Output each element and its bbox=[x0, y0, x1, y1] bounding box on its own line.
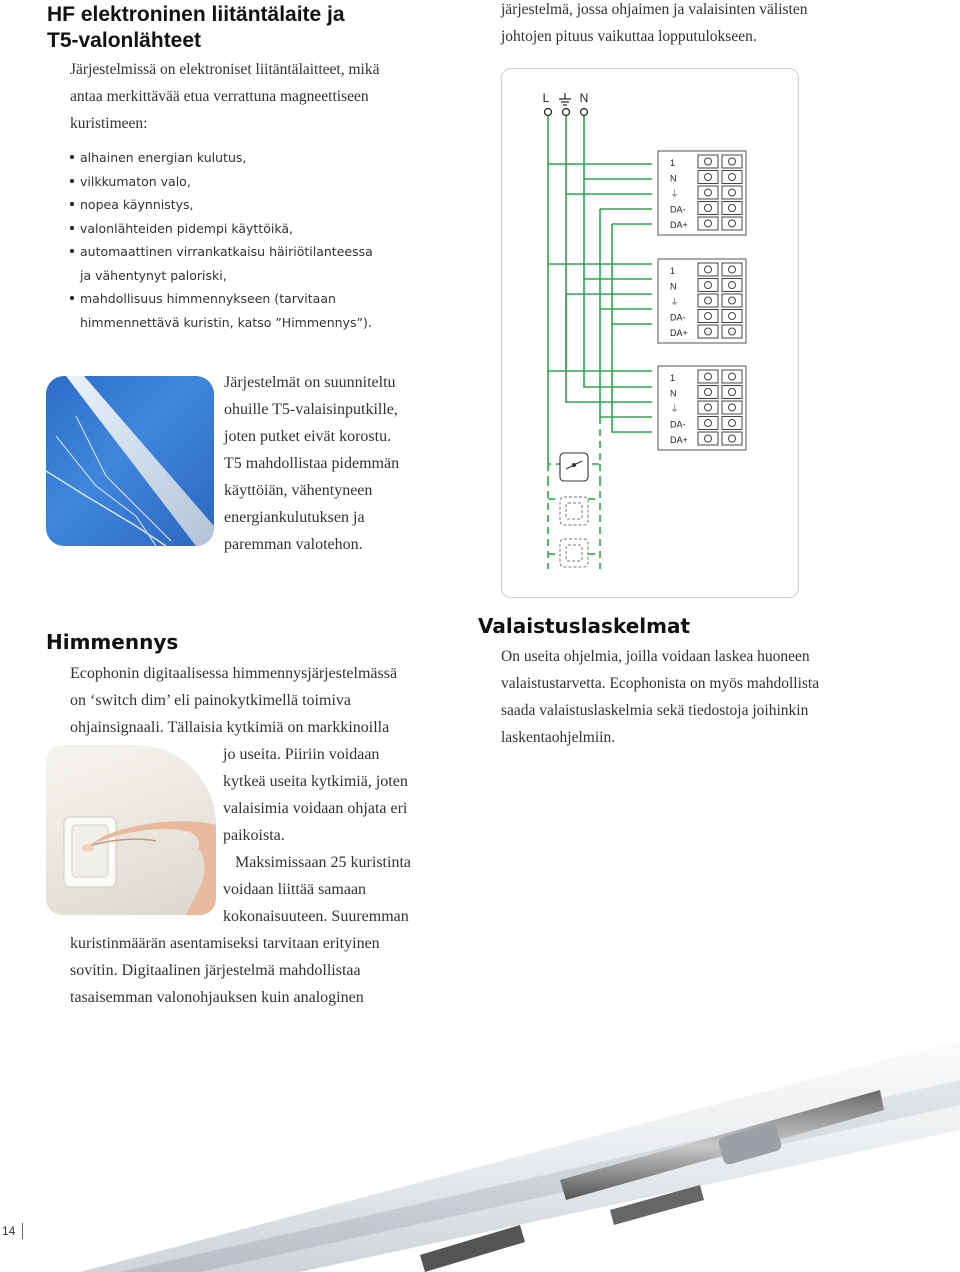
heading-line-1: HF elektroninen liitäntälaite ja bbox=[47, 3, 345, 26]
terminal-block-2 bbox=[658, 259, 746, 343]
list-item: nopea käynnistys, bbox=[70, 193, 440, 217]
terminal-label: ⏚ bbox=[670, 297, 680, 307]
terminal-screw bbox=[729, 313, 736, 320]
terminal-screw bbox=[729, 174, 736, 181]
terminal-screw bbox=[729, 282, 736, 289]
himmennys-line: voidaan liittää samaan bbox=[223, 881, 367, 898]
terminal-screw bbox=[705, 435, 712, 442]
valaistus-line: laskentaohjelmiin. bbox=[501, 729, 616, 746]
heading-line-2: T5-valonlähteet bbox=[47, 29, 202, 52]
himmennys-paragraph-bottom bbox=[70, 930, 380, 1011]
valaistus-line: On useita ohjelmia, joilla voidaan laskea huoneen bbox=[501, 648, 810, 665]
t5-line: joten putket eivät korostu. bbox=[224, 428, 392, 445]
himmennys-line: Maksimissaan 25 kuristinta bbox=[223, 854, 411, 871]
dimmer-switch-photo bbox=[46, 745, 216, 915]
t5-tube-image bbox=[46, 376, 214, 546]
luminaire-photo bbox=[0, 1010, 960, 1272]
terminal-pe bbox=[563, 109, 570, 116]
terminal-label: DA+ bbox=[670, 328, 688, 338]
terminal-l bbox=[545, 109, 552, 116]
terminal-n bbox=[581, 109, 588, 116]
terminal-label: DA- bbox=[670, 204, 686, 215]
terminal-label: DA- bbox=[670, 312, 686, 323]
terminal-screw bbox=[705, 205, 712, 212]
terminal-screw bbox=[729, 205, 736, 212]
intro-line: kuristimeen: bbox=[70, 115, 148, 132]
list-item: mahdollisuus himmennykseen (tarvitaan himmennettävä kuristin, katso ”Himmennys”). bbox=[70, 287, 420, 334]
himmennys-line: valaisimia voidaan ohjata eri bbox=[223, 800, 408, 817]
intro-line: antaa merkittävää etua verrattuna magneettiseen bbox=[70, 88, 369, 105]
terminal-screw bbox=[729, 266, 736, 273]
terminal-screw bbox=[705, 174, 712, 181]
himmennys-line: kokonaisuuteen. Suuremman bbox=[223, 908, 409, 925]
wiring-diagram bbox=[501, 68, 799, 598]
himmennys-line: Ecophonin digitaalisessa himmennysjärjestelmässä bbox=[70, 665, 398, 682]
terminal-screw bbox=[729, 158, 736, 165]
terminal-label: DA- bbox=[670, 419, 686, 430]
terminal-screw bbox=[729, 420, 736, 427]
terminal-screw bbox=[705, 266, 712, 273]
list-item: valonlähteiden pidempi käyttöikä, bbox=[70, 217, 440, 241]
terminal-screw bbox=[705, 389, 712, 396]
dim-switch-1 bbox=[560, 453, 588, 481]
list-item: automaattinen virrankatkaisu häiriötilanteessa ja vähentynyt paloriski, bbox=[70, 240, 380, 287]
luminaire-image bbox=[0, 1010, 960, 1272]
terminal-screw bbox=[705, 297, 712, 304]
supply-label-l: L bbox=[542, 91, 550, 105]
green-wires bbox=[548, 116, 652, 464]
terminal-screw bbox=[705, 282, 712, 289]
valaistus-line: saada valaistuslaskelmia sekä tiedostoja joihinkin bbox=[501, 702, 809, 719]
valaistus-heading: Valaistuslaskelmat bbox=[478, 614, 691, 638]
terminal-screw bbox=[729, 389, 736, 396]
terminal-label: 1 bbox=[670, 158, 676, 168]
terminal-screw bbox=[705, 158, 712, 165]
terminal-screw bbox=[729, 297, 736, 304]
terminal-screw bbox=[705, 220, 712, 227]
himmennys-line: sovitin. Digitaalinen järjestelmä mahdollistaa bbox=[70, 962, 361, 979]
t5-line: paremman valotehon. bbox=[224, 536, 363, 553]
dim-switch-2 bbox=[560, 497, 588, 525]
terminal-screw bbox=[705, 313, 712, 320]
terminal-screw bbox=[729, 328, 736, 335]
intro-line: Järjestelmissä on elektroniset liitäntälaitteet, mikä bbox=[70, 61, 380, 78]
himmennys-heading: Himmennys bbox=[46, 630, 179, 654]
himmennys-line: tasaisemman valonohjauksen kuin analoginen bbox=[70, 989, 364, 1006]
terminal-screw bbox=[729, 404, 736, 411]
himmennys-line: ohjainsignaali. Tällaisia kytkimiä on markkinoilla bbox=[70, 719, 390, 736]
footer-divider bbox=[22, 1223, 23, 1239]
dimmer-switch-image bbox=[46, 745, 216, 915]
terminal-label: N bbox=[670, 281, 677, 292]
intro-paragraph bbox=[70, 56, 379, 137]
terminal-screw bbox=[705, 420, 712, 427]
list-item: alhainen energian kulutus, bbox=[70, 146, 440, 170]
terminal-screw bbox=[729, 189, 736, 196]
terminal-label: ⏚ bbox=[670, 404, 680, 414]
continued-line: järjestelmä, jossa ohjaimen ja valaisinten välisten bbox=[501, 1, 808, 18]
continued-paragraph bbox=[501, 0, 807, 50]
terminal-screw bbox=[705, 404, 712, 411]
valaistus-line: valaistustarvetta. Ecophonista on myös mahdollista bbox=[501, 675, 820, 692]
t5-line: energiankulutuksen ja bbox=[224, 509, 365, 526]
t5-paragraph bbox=[224, 369, 399, 558]
list-item: vilkkumaton valo, bbox=[70, 170, 440, 194]
terminal-screw bbox=[705, 373, 712, 380]
wiring-diagram-svg bbox=[502, 69, 798, 597]
himmennys-line: paikoista. bbox=[223, 827, 285, 844]
t5-line: T5 mahdollistaa pidemmän bbox=[224, 455, 400, 472]
terminal-screw bbox=[705, 189, 712, 196]
supply-label-n: N bbox=[579, 91, 589, 105]
t5-tube-photo bbox=[46, 376, 214, 546]
dim-switch-3 bbox=[560, 539, 588, 567]
terminal-label: DA+ bbox=[670, 220, 688, 230]
terminal-screw bbox=[729, 435, 736, 442]
himmennys-line: on ‘switch dim’ eli painokytkimellä toimiva bbox=[70, 692, 351, 709]
t5-line: käyttöiän, vähentyneen bbox=[224, 482, 373, 499]
valaistus-paragraph bbox=[501, 643, 819, 751]
terminal-label: 1 bbox=[670, 266, 676, 276]
section-heading bbox=[47, 2, 345, 54]
terminal-block-1 bbox=[658, 151, 746, 235]
continued-line: johtojen pituus vaikuttaa lopputulokseen. bbox=[501, 28, 757, 45]
terminal-label: ⏚ bbox=[670, 189, 680, 199]
himmennys-line: kytkeä useita kytkimiä, joten bbox=[223, 773, 408, 790]
terminal-screw bbox=[729, 373, 736, 380]
himmennys-paragraph-indented bbox=[223, 741, 411, 930]
terminal-label: 1 bbox=[670, 373, 676, 383]
himmennys-line: kuristinmäärän asentamiseksi tarvitaan erityinen bbox=[70, 935, 380, 952]
terminal-label: DA+ bbox=[670, 435, 688, 445]
terminal-label: N bbox=[670, 173, 677, 184]
terminal-screw bbox=[729, 220, 736, 227]
himmennys-line: jo useita. Piiriin voidaan bbox=[223, 746, 380, 763]
ground-symbol bbox=[559, 93, 571, 105]
benefits-list bbox=[70, 146, 440, 334]
t5-line: Järjestelmät on suunniteltu bbox=[224, 374, 396, 391]
page-number: 14 bbox=[2, 1224, 16, 1238]
terminal-screw bbox=[705, 328, 712, 335]
terminal-block-3 bbox=[658, 366, 746, 450]
t5-line: ohuille T5-valaisinputkille, bbox=[224, 401, 398, 418]
terminal-label: N bbox=[670, 388, 677, 399]
himmennys-paragraph-top bbox=[70, 660, 397, 741]
